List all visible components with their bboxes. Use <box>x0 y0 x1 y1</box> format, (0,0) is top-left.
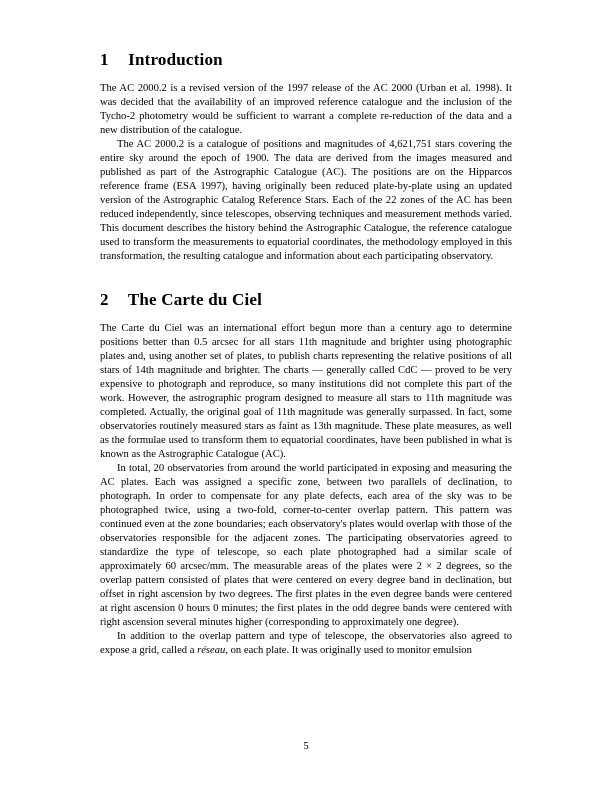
section-carte-du-ciel <box>100 290 512 658</box>
paragraph <box>100 630 512 658</box>
italic-term: réseau <box>197 645 226 656</box>
section-1-title: Introduction <box>128 50 223 69</box>
section-introduction <box>100 50 512 264</box>
paragraph: In total, 20 observatories from around the world participated in exposing and measuring the AC plates. Each was assigned a specific zone, between two parallels of declination, to photograph. In order to compensate for any plate defects, each area of the sky was to be photographed twice, using a two-fold, corner-to-center overlap pattern. This pattern was continued even at the zone boundaries; each observatory's plates would overlap with those of the observatories responsible for the adjacent zones. The participating observatories agreed to standardize the type of telescope, so each plate photographed had a similar scale of approximately 60 arcsec/mm. The measurable areas of the plates were 2 × 2 degrees, so the overlap pattern consisted of plates that were centered on every degree band in declination, but offset in right ascension by two degrees. The first plates in the even degree bands were centered at right ascension 0 hours 0 minutes; the first plates in the odd degree bands were centered with right ascension several minutes higher (corresponding to approximately one degree). <box>100 463 512 628</box>
page-number: 5 <box>303 741 309 752</box>
paragraph-text: In addition to the overlap pattern and type of telescope, the observatories also agreed to expose a grid, called a <box>100 631 512 656</box>
paragraph: The Carte du Ciel was an international effort begun more than a century ago to determine positions better than 0.5 arcsec for all stars 11th magnitude and brighter using photographic plates and, using another set of plates, to publish charts representing the relative positions of all stars of 14th magnitude and brighter. The charts — generally called CdC — proved to be very expensive to photograph and reproduce, so many institutions did not complete this part of the work. However, the astrographic program designed to measure all stars to 11th magnitude was completed. Actually, the original goal of 11th magnitude was generally surpassed. In fact, some observatories routinely measured stars as faint as 13th magnitude. These plate measures, as well as the formulae used to transform them to equatorial coordinates, have been published in what is known as the Astrographic Catalogue (AC). <box>100 323 512 460</box>
text-block <box>100 50 512 658</box>
section-2-title: The Carte du Ciel <box>127 290 263 309</box>
section-2-number: 2 <box>100 290 109 309</box>
paragraph-text: , on each plate. It was originally used to monitor emulsion <box>225 645 472 656</box>
section-1-number: 1 <box>100 50 109 69</box>
section-2-heading <box>100 290 512 310</box>
section-1-heading <box>100 50 512 70</box>
paragraph: The AC 2000.2 is a revised version of the 1997 release of the AC 2000 (Urban et al. 1998). It was decided that the availability of an improved reference catalogue and the inclusion of the Tycho-2 photometry would be sufficient to warrant a complete re-reduction of the data and a new distribution of the catalogue. <box>100 83 512 136</box>
paragraph: The AC 2000.2 is a catalogue of positions and magnitudes of 4,621,751 stars covering the entire sky around the epoch of 1900. The data are derived from the images measured and published as part of the Astrographic Catalogue (AC). The positions are on the Hipparcos reference frame (ESA 1997), having originally been reduced plate-by-plate using an updated version of the Astrographic Catalog Reference Stars. Each of the 22 zones of the AC has been reduced independently, since telescopes, observing techniques and measurement methods varied. This document describes the history behind the Astrographic Catalogue, the reference catalogue used to transform the measurements to equatorial coordinates, the methodology employed in this transformation, the resulting catalogue and information about each participating observatory. <box>100 139 512 262</box>
